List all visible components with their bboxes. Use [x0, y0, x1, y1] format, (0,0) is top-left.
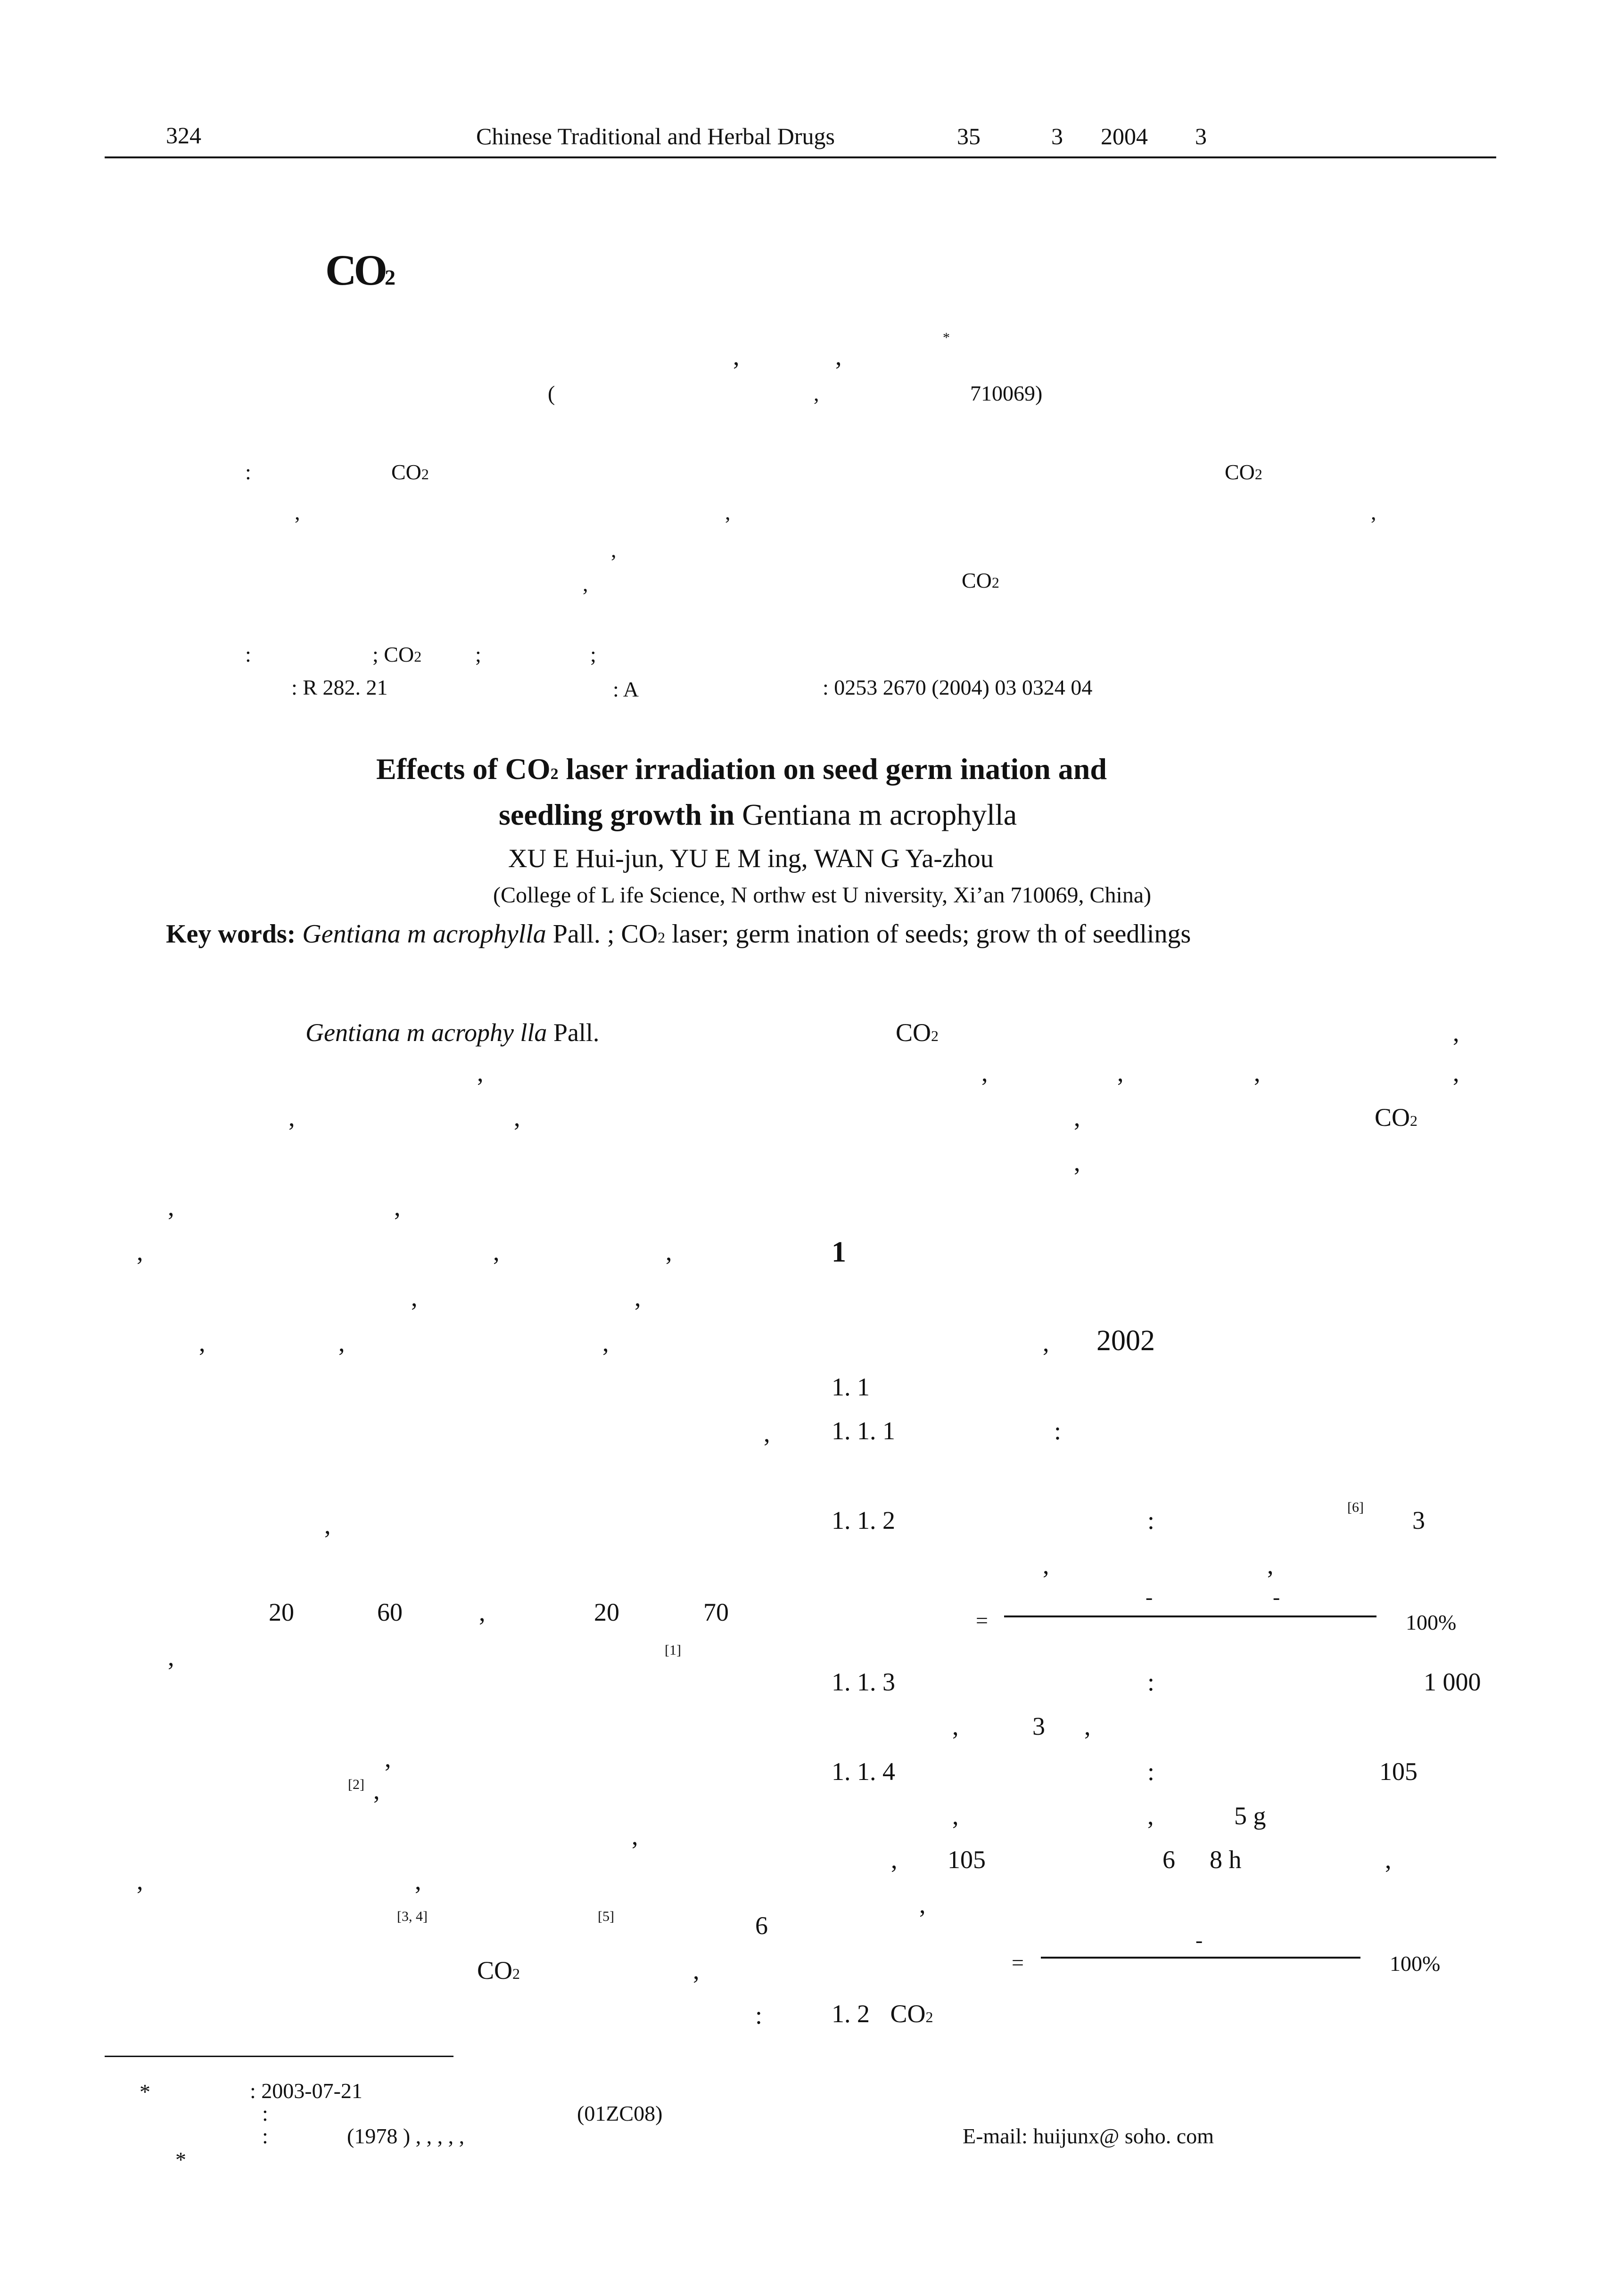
abstract-comma-3: , — [1371, 500, 1376, 524]
english-keywords-rest-b: laser; germ ination of seeds; grow th of seedlings — [672, 919, 1191, 949]
left-comma-12: , — [338, 1328, 345, 1357]
footnote-star: * — [140, 2080, 150, 2104]
left-comma-14: , — [764, 1419, 770, 1447]
journal-issue: 3 — [1051, 123, 1063, 149]
formula-2-percent: 100% — [1390, 1952, 1441, 1976]
journal-month: 3 — [1195, 123, 1207, 149]
right-num-105a: 105 — [1379, 1757, 1417, 1786]
left-comma-21: , — [137, 1867, 143, 1895]
formula-1-equals: = — [976, 1608, 988, 1632]
formula-2-minus: - — [1195, 1928, 1203, 1952]
left-colon: : — [755, 2001, 763, 2029]
section-1-1-1: 1. 1. 1 — [832, 1417, 895, 1445]
english-authors: XU E Hui-jun, YU E M ing, WAN G Ya-zhou — [508, 844, 994, 873]
right-comma-13: , — [952, 1802, 959, 1830]
left-comma-19: , — [373, 1776, 380, 1804]
english-title-2a: seedling growth in — [499, 798, 735, 831]
left-comma-10: , — [635, 1283, 641, 1312]
left-comma-18: , — [385, 1744, 391, 1772]
right-comma-4: , — [1254, 1058, 1261, 1087]
left-co2-sub: 2 — [512, 1965, 520, 1982]
right-comma-1: , — [1453, 1018, 1459, 1047]
section-1-2-co2-sub: 2 — [925, 2009, 933, 2025]
header-rule — [105, 156, 1496, 158]
abstract-comma-2: , — [725, 500, 731, 524]
right-comma-11: , — [952, 1712, 959, 1740]
footnote-bio: (1978 ) , , , , , — [347, 2124, 465, 2148]
keywords-sep-1 — [372, 642, 421, 667]
formula-1-percent: 100% — [1406, 1610, 1457, 1634]
right-colon-4: : — [1147, 1757, 1155, 1786]
right-comma-6: , — [1074, 1103, 1080, 1132]
abstract-comma-5: , — [583, 572, 588, 596]
english-affiliation: (College of L ife Science, N orthw est U niversity, Xi’an 710069, China) — [493, 883, 1152, 908]
affil-open: ( — [548, 381, 555, 405]
right-comma-7: , — [1074, 1148, 1080, 1176]
left-comma-22: , — [415, 1867, 421, 1895]
left-co2-main: CO — [477, 1956, 513, 1984]
right-co2-top — [896, 1018, 939, 1047]
abstract-co2-c-sub: 2 — [991, 574, 999, 591]
author-sep-2: , — [835, 342, 842, 370]
english-title-line-2 — [499, 797, 1017, 832]
abstract-colon: : — [245, 460, 251, 484]
left-comma-4: , — [168, 1193, 174, 1221]
left-num-20a: 20 — [269, 1598, 294, 1626]
right-year-2002: 2002 — [1096, 1325, 1155, 1357]
right-comma-9: , — [1043, 1551, 1049, 1579]
right-co2-mid — [1375, 1103, 1417, 1132]
right-comma-8: , — [1043, 1328, 1049, 1357]
left-comma-13: , — [602, 1328, 609, 1357]
right-colon-2: : — [1147, 1506, 1155, 1534]
affil-comma: , — [814, 381, 819, 405]
left-comma-5: , — [394, 1193, 401, 1221]
abstract-co2-b-sub: 2 — [1254, 466, 1262, 483]
right-colon-3: : — [1147, 1668, 1155, 1696]
right-colon-1: : — [1054, 1417, 1062, 1445]
right-comma-2: , — [981, 1058, 988, 1087]
formula-2-fraction-bar — [1041, 1957, 1360, 1959]
abstract-co2-a — [391, 459, 429, 484]
journal-name: Chinese Traditional and Herbal Drugs — [476, 123, 835, 149]
document-code: : A — [613, 677, 639, 701]
left-comma-7: , — [493, 1238, 500, 1266]
left-comma-3: , — [514, 1103, 520, 1132]
footnote-rule — [105, 2056, 453, 2057]
english-title-1-sub: 2 — [550, 765, 559, 783]
english-keywords-species: Gentiana m acrophylla — [302, 919, 546, 949]
section-1-1-2: 1. 1. 2 — [832, 1506, 895, 1534]
english-title-1b: laser irradiation on seed germ ination and — [566, 752, 1107, 786]
footnote-fund-code: (01ZC08) — [577, 2101, 663, 2125]
affil-postcode: 710069) — [970, 381, 1043, 405]
right-comma-17: , — [919, 1890, 926, 1919]
right-co2-mid-sub: 2 — [1410, 1112, 1418, 1129]
english-keywords-label: Key words: — [166, 919, 296, 949]
left-ref-34: [3, 4] — [397, 1909, 428, 1924]
formula-1-minus-a: - — [1146, 1585, 1153, 1609]
right-comma-15: , — [891, 1845, 898, 1874]
left-species — [305, 1018, 599, 1047]
left-ref-5: [5] — [598, 1909, 614, 1924]
keywords-sep-2: ; — [475, 642, 481, 666]
section-1-heading: 1 — [832, 1236, 846, 1268]
author-sep-1: , — [733, 342, 740, 370]
left-comma-17: , — [168, 1643, 174, 1671]
right-co2-mid-main: CO — [1375, 1103, 1410, 1132]
left-num-6: 6 — [755, 1911, 768, 1940]
abstract-co2-b — [1225, 459, 1262, 484]
formula-1-minus-b: - — [1273, 1585, 1280, 1609]
left-ref-1: [1] — [665, 1642, 681, 1658]
right-num-105b: 105 — [948, 1845, 986, 1874]
right-co2-top-sub: 2 — [931, 1027, 939, 1044]
left-comma-9: , — [411, 1283, 418, 1312]
left-comma-8: , — [666, 1238, 672, 1266]
keywords-sep-1-sub: 2 — [414, 648, 422, 665]
footnote-star-2: * — [175, 2148, 186, 2172]
right-num-6: 6 — [1162, 1845, 1175, 1874]
title-co: CO — [325, 246, 385, 294]
journal-volume: 35 — [957, 123, 981, 149]
left-num-60: 60 — [377, 1598, 403, 1626]
right-num-8h: 8 h — [1210, 1845, 1242, 1874]
left-comma-6: , — [137, 1238, 143, 1266]
right-comma-14: , — [1147, 1802, 1154, 1830]
english-title-2b: Gentiana m acrophylla — [742, 798, 1017, 831]
abstract-comma-1: , — [295, 500, 300, 524]
formula-2-equals: = — [1012, 1951, 1024, 1975]
left-comma-1: , — [477, 1058, 484, 1087]
english-title-line-1 — [376, 752, 1107, 787]
left-num-70: 70 — [703, 1598, 729, 1626]
article-number: : 0253 2670 (2004) 03 0324 04 — [823, 675, 1093, 699]
left-species-author: Pall. — [553, 1018, 600, 1047]
formula-1-fraction-bar — [1004, 1615, 1376, 1617]
footnote-email: E-mail: huijunx@ soho. com — [963, 2124, 1214, 2148]
right-ref-6: [6] — [1347, 1500, 1364, 1515]
left-comma-20: , — [632, 1822, 638, 1850]
left-comma-16: , — [479, 1598, 486, 1626]
left-species-name: Gentiana m acrophy lla — [305, 1018, 547, 1047]
keywords-colon: : — [245, 642, 251, 666]
left-ref-2: [2] — [348, 1777, 364, 1792]
left-comma-23: , — [693, 1956, 700, 1984]
right-comma-5: , — [1453, 1058, 1459, 1087]
english-title-1a: Effects of CO — [376, 752, 551, 786]
english-keywords — [166, 919, 1191, 949]
right-comma-10: , — [1267, 1551, 1274, 1579]
section-1-2-num: 1. 2 — [832, 2000, 870, 2028]
right-comma-12: , — [1084, 1712, 1091, 1740]
left-num-20b: 20 — [594, 1598, 619, 1626]
abstract-co2-a-sub: 2 — [421, 466, 429, 483]
english-keywords-rest-a: Pall. ; CO — [552, 919, 658, 949]
abstract-co2-b-main: CO — [1225, 460, 1255, 484]
footnote-bio-colon: : — [262, 2124, 268, 2148]
corresponding-star: * — [943, 330, 950, 345]
section-1-1-4: 1. 1. 4 — [832, 1757, 895, 1786]
abstract-co2-c — [962, 568, 999, 593]
left-comma-11: , — [199, 1328, 206, 1357]
section-1-2 — [832, 1999, 933, 2028]
right-comma-16: , — [1385, 1845, 1392, 1874]
abstract-comma-4: , — [611, 538, 617, 562]
footnote-fund-colon: : — [262, 2101, 268, 2125]
right-num-5g: 5 g — [1234, 1802, 1266, 1830]
title-formula — [325, 245, 393, 295]
right-num-3a: 3 — [1412, 1506, 1425, 1534]
abstract-co2-a-main: CO — [391, 460, 421, 484]
right-co2-top-main: CO — [896, 1018, 931, 1047]
page-number: 324 — [166, 122, 201, 148]
right-num-1000: 1 000 — [1424, 1668, 1481, 1696]
right-comma-3: , — [1117, 1058, 1124, 1087]
section-1-1-3: 1. 1. 3 — [832, 1668, 895, 1696]
left-comma-2: , — [288, 1103, 295, 1132]
footnote-received: : 2003-07-21 — [250, 2079, 363, 2103]
left-co2 — [477, 1956, 520, 1985]
english-keywords-sub: 2 — [658, 929, 666, 946]
keywords-sep-3: ; — [590, 642, 596, 666]
right-num-3b: 3 — [1032, 1712, 1045, 1740]
section-1-2-co2: CO — [890, 2000, 926, 2028]
section-1-1: 1. 1 — [832, 1373, 870, 1401]
left-comma-15: , — [324, 1511, 331, 1539]
journal-year: 2004 — [1101, 123, 1148, 149]
keywords-sep-1-main: ; CO — [372, 642, 414, 666]
abstract-co2-c-main: CO — [962, 568, 992, 592]
title-co-sub: 2 — [385, 265, 393, 289]
clc-number: : R 282. 21 — [291, 675, 388, 699]
